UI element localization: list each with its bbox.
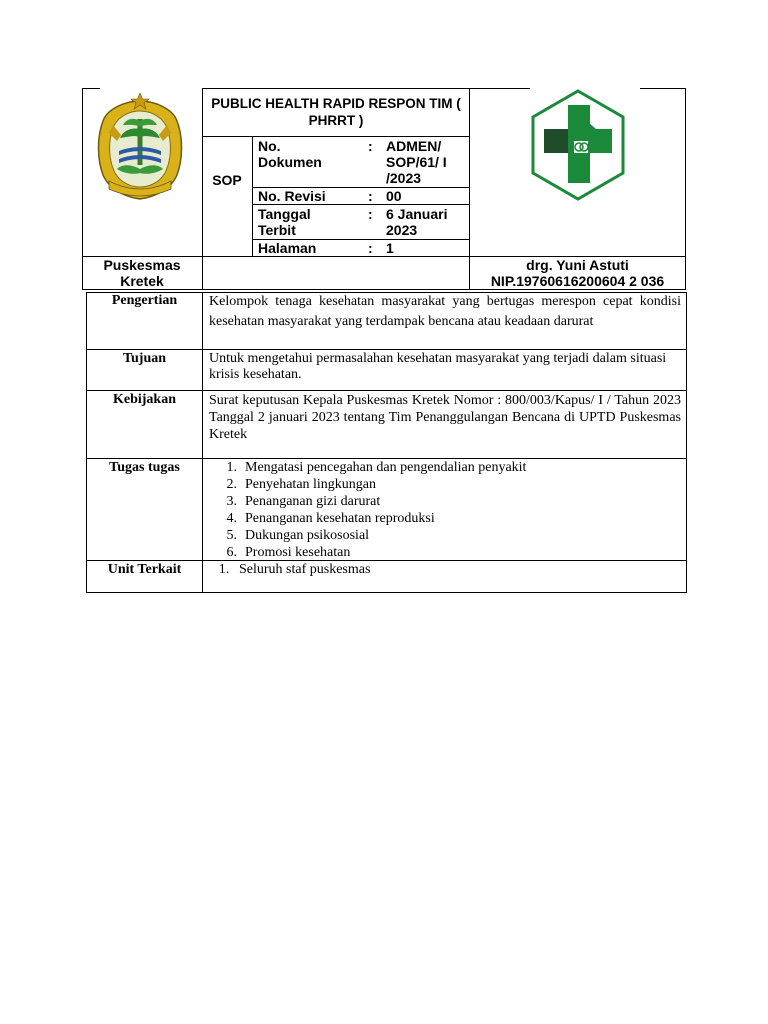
signer-name: drg. Yuni Astuti: [526, 257, 629, 273]
body-right-border: [686, 292, 687, 592]
body-bottom-border: [86, 592, 687, 593]
header-top-border-mid: [202, 88, 530, 89]
organization-name: Puskesmas Kretek: [103, 257, 181, 289]
unit-item-text: Seluruh staf puskesmas: [239, 562, 371, 577]
meta-value-tanggal-terbit: 6 Januari 2023: [386, 206, 448, 238]
text-pengertian: Kelompok tenaga kesehatan masyarakat yang bertugas merespon cepat kondisi kesehatan masyarakat yang terdampak bencana atau keadaan darurat: [209, 294, 681, 329]
header-sop-divider: [252, 136, 253, 256]
puskesmas-cross-logo: [530, 89, 626, 201]
header-top-border-right: [640, 88, 686, 89]
label-tugas: Tugas tugas: [109, 460, 180, 475]
list-item: 6. Promosi kesehatan: [226, 545, 351, 560]
list-item: 4. Penanganan kesehatan reproduksi: [226, 511, 435, 526]
body-label-divider: [202, 292, 203, 592]
document-title: PUBLIC HEALTH RAPID RESPON TIM ( PHRRT ): [211, 96, 461, 128]
text-kebijakan: Surat keputusan Kepala Puskesmas Kretek Nomor : 800/003/Kapus/ I / Tahun 2023 Tanggal 2 januari 2023 tentang Tim Penanggulangan Bencana di UPTD Puskesmas Kretek: [209, 393, 681, 442]
label-pengertian: Pengertian: [111, 293, 178, 308]
header-left-border: [82, 88, 83, 289]
meta-label-tanggal-terbit: Tanggal Terbit: [258, 206, 311, 238]
meta-colon: :: [368, 206, 373, 222]
list-item: 3. Penanganan gizi darurat: [226, 494, 381, 509]
signer-nip: NIP.19760616200604 2 036: [490, 273, 665, 289]
header-title-bottom: [202, 136, 470, 137]
label-unit-terkait: Unit Terkait: [107, 562, 182, 577]
meta-colon: :: [368, 188, 373, 204]
meta-value-no-revisi: 00: [386, 188, 402, 204]
unit-item: [209, 562, 370, 578]
body-left-border: [86, 292, 87, 592]
header-right-border: [685, 88, 686, 289]
unit-item-num: 1.: [218, 562, 230, 577]
list-item: 1. Mengatasi pencegahan dan pengendalian penyakit: [226, 460, 527, 475]
list-item: 2. Penyehatan lingkungan: [226, 477, 377, 492]
task-list: [209, 459, 526, 561]
meta-label-no-dokumen: No. Dokumen: [258, 138, 322, 170]
meta-colon: :: [368, 138, 373, 154]
label-kebijakan: Kebijakan: [112, 392, 176, 407]
meta-value-halaman: 1: [386, 240, 394, 256]
meta-value-no-dokumen: ADMEN/ SOP/61/ I /2023: [386, 138, 447, 186]
meta-row2-bottom: [252, 204, 470, 205]
row-divider-pengertian: [86, 349, 687, 350]
sop-label: SOP: [212, 172, 242, 188]
meta-colon: :: [368, 240, 373, 256]
row-divider-tujuan: [86, 390, 687, 391]
regency-emblem-logo: [93, 89, 187, 205]
label-tujuan: Tujuan: [122, 351, 167, 366]
meta-label-halaman: Halaman: [258, 240, 317, 256]
header-bottom-border: [82, 289, 686, 290]
text-tujuan: Untuk mengetahui permasalahan kesehatan masyarakat yang terjadi dalam situasi krisis kesehatan.: [209, 351, 667, 382]
list-item: 5. Dukungan psikososial: [226, 528, 370, 543]
meta-label-no-revisi: No. Revisi: [258, 188, 326, 204]
